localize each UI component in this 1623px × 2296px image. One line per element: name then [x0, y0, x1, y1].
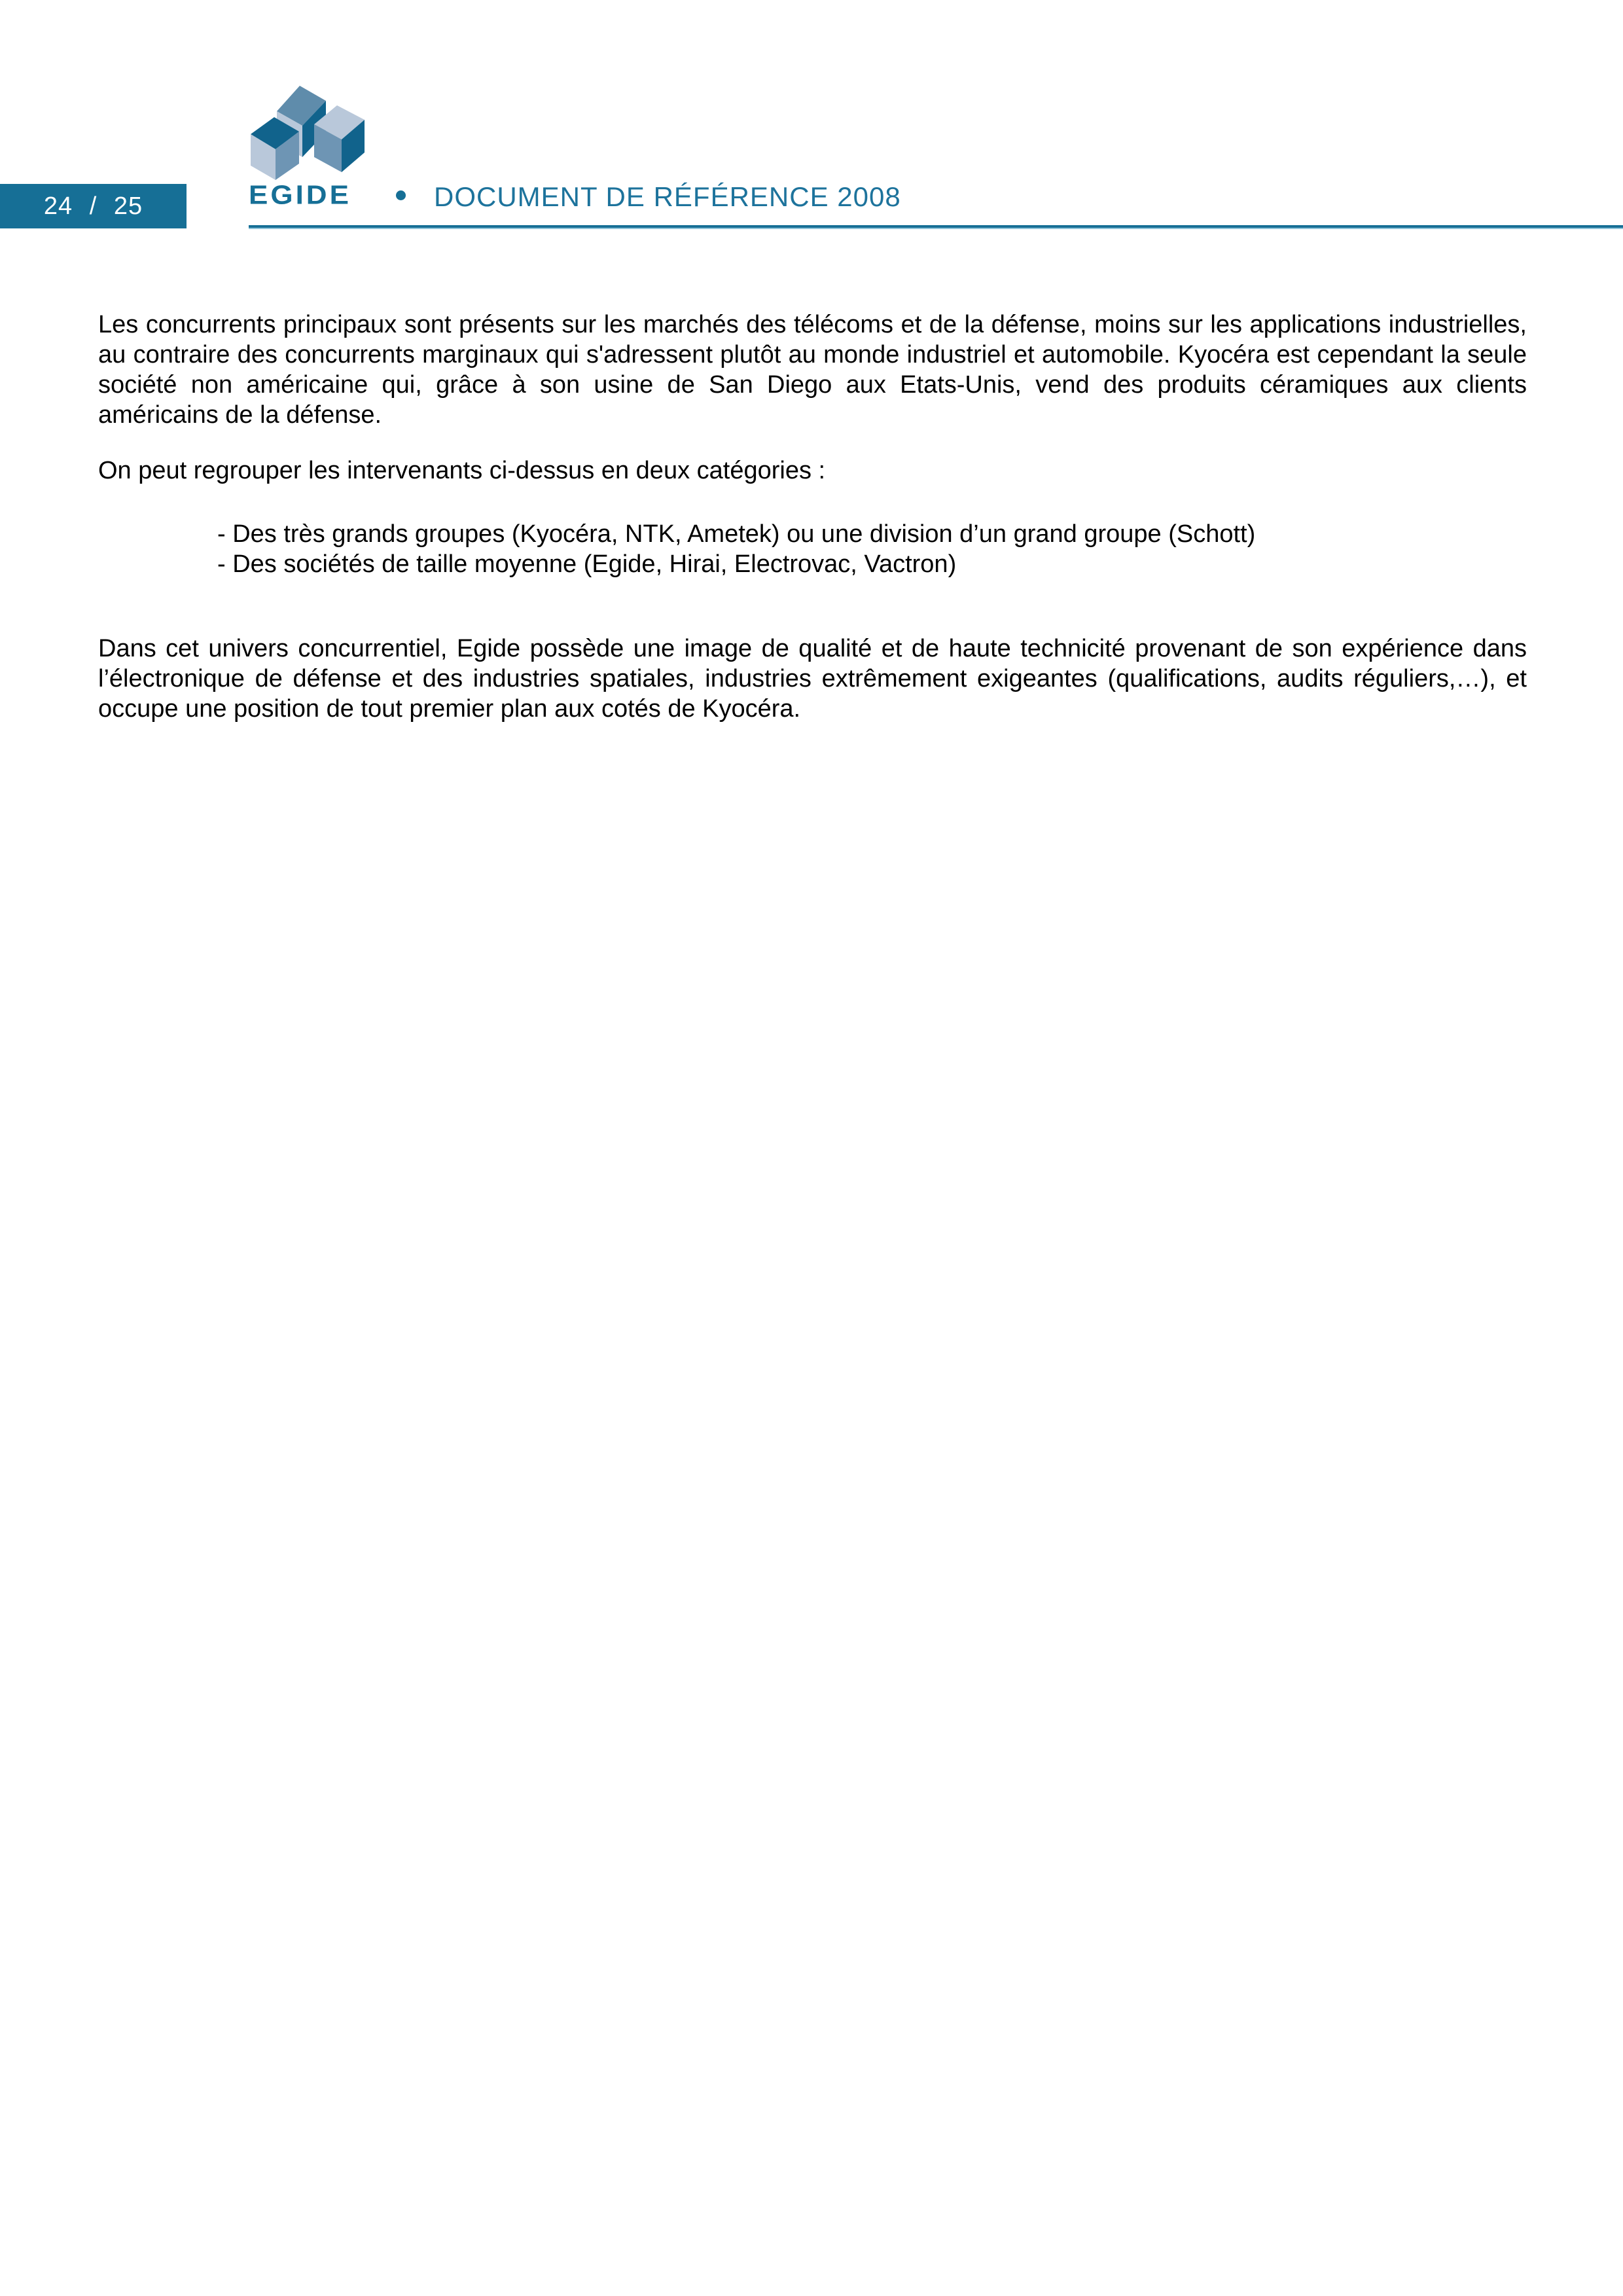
page-title: DOCUMENT DE RÉFÉRENCE 2008 — [434, 181, 901, 212]
header-bullet-icon — [396, 190, 406, 200]
paragraph-egide-position: Dans cet univers concurrentiel, Egide possède une image de qualité et de haute technicité provenant de son expérience dans l’électronique de défense et des industries spatiales, industries extrêmement exigeantes (qualifications, audits réguliers,…), et occupe une position de tout premier plan aux cotés de Kyocéra. — [98, 635, 1527, 723]
list-item: - Des sociétés de taille moyenne (Egide, Hirai, Electrovac, Vactron) — [217, 550, 957, 578]
page-number-badge: 24 / 25 — [0, 184, 187, 228]
header-divider — [249, 225, 1623, 229]
document-body — [98, 310, 1527, 724]
logo-wordmark: EGIDE — [249, 180, 351, 210]
paragraph-categories-intro: On peut regrouper les intervenants ci-dessus en deux catégories : — [98, 457, 826, 484]
paragraph-competitors: Les concurrents principaux sont présents sur les marchés des télécoms et de la défense, moins sur les applications industrielles, au contraire des concurrents marginaux qui s'adressent plutôt au monde industriel et automobile. Kyocéra est cependant la seule société non américaine qui, grâce à son usine de San Diego aux Etats-Unis, vend des produits céramiques aux clients américains de la défense. — [98, 311, 1527, 429]
categories-list — [98, 519, 1527, 579]
logo-cubes-icon — [249, 84, 365, 182]
list-item: - Des très grands groupes (Kyocéra, NTK, Ametek) ou une division d’un grand groupe (Schott) — [217, 520, 1256, 548]
egide-logo — [249, 84, 365, 208]
